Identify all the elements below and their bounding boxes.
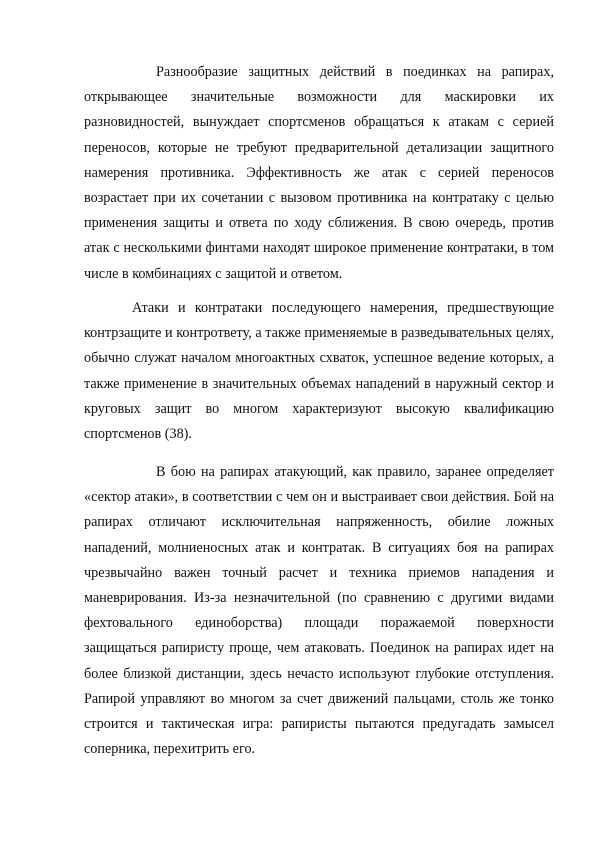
paragraph-2: Атаки и контратаки последующего намерения, предшествующие контрзащите и контрответу, а также применяемые в разведывательных целях, обычно служат началом многоактных схваток, успешное ведение которых, а также применение в значительных объемах нападений в наружный сектор и круговых защит во многом характеризуют высокую квалификацию спортсменов (38). bbox=[84, 300, 554, 443]
paragraph-3: В бою на рапирах атакующий, как правило, заранее определяет «сектор атаки», в соответствии с чем он и выстраивает свои действия. Бой на рапирах отличают исключительная напряженность, обилие ложных нападений, молниеносных атак и контратак. В ситуациях боя на рапирах чрезвычайно важен точный расчет и техника приемов нападения и маневрирования. Из-за незначительной (по сравнению с другими видами фехтовального единоборства) площади поражаемой поверхности защищаться рапиристу проще, чем атаковать. Поединок на рапирах идет на более близкой дистанции, здесь нечасто используют глубокие отступления. Рапирой управляют во многом за счет движений пальцами, столь же тонко строится и тактическая игра: рапиристы пытаются предугадать замысел соперника, перехитрить его. bbox=[84, 464, 554, 758]
paragraph-1: Разнообразие защитных действий в поединках на рапирах, открывающее значительные возможности для маскировки их разновидностей, вынуждает спортсменов обращаться к атакам с серией переносов, которые не требуют предварительной детализации защитного намерения противника. Эффективность же атак с серией переносов возрастает при их сочетании с вызовом противника на контратаку с целью применения защиты и ответа по ходу сближения. В свою очередь, против атак с несколькими финтами находят широкое применение контратаки, в том числе в комбинациях с защитой и ответом. bbox=[84, 64, 554, 282]
